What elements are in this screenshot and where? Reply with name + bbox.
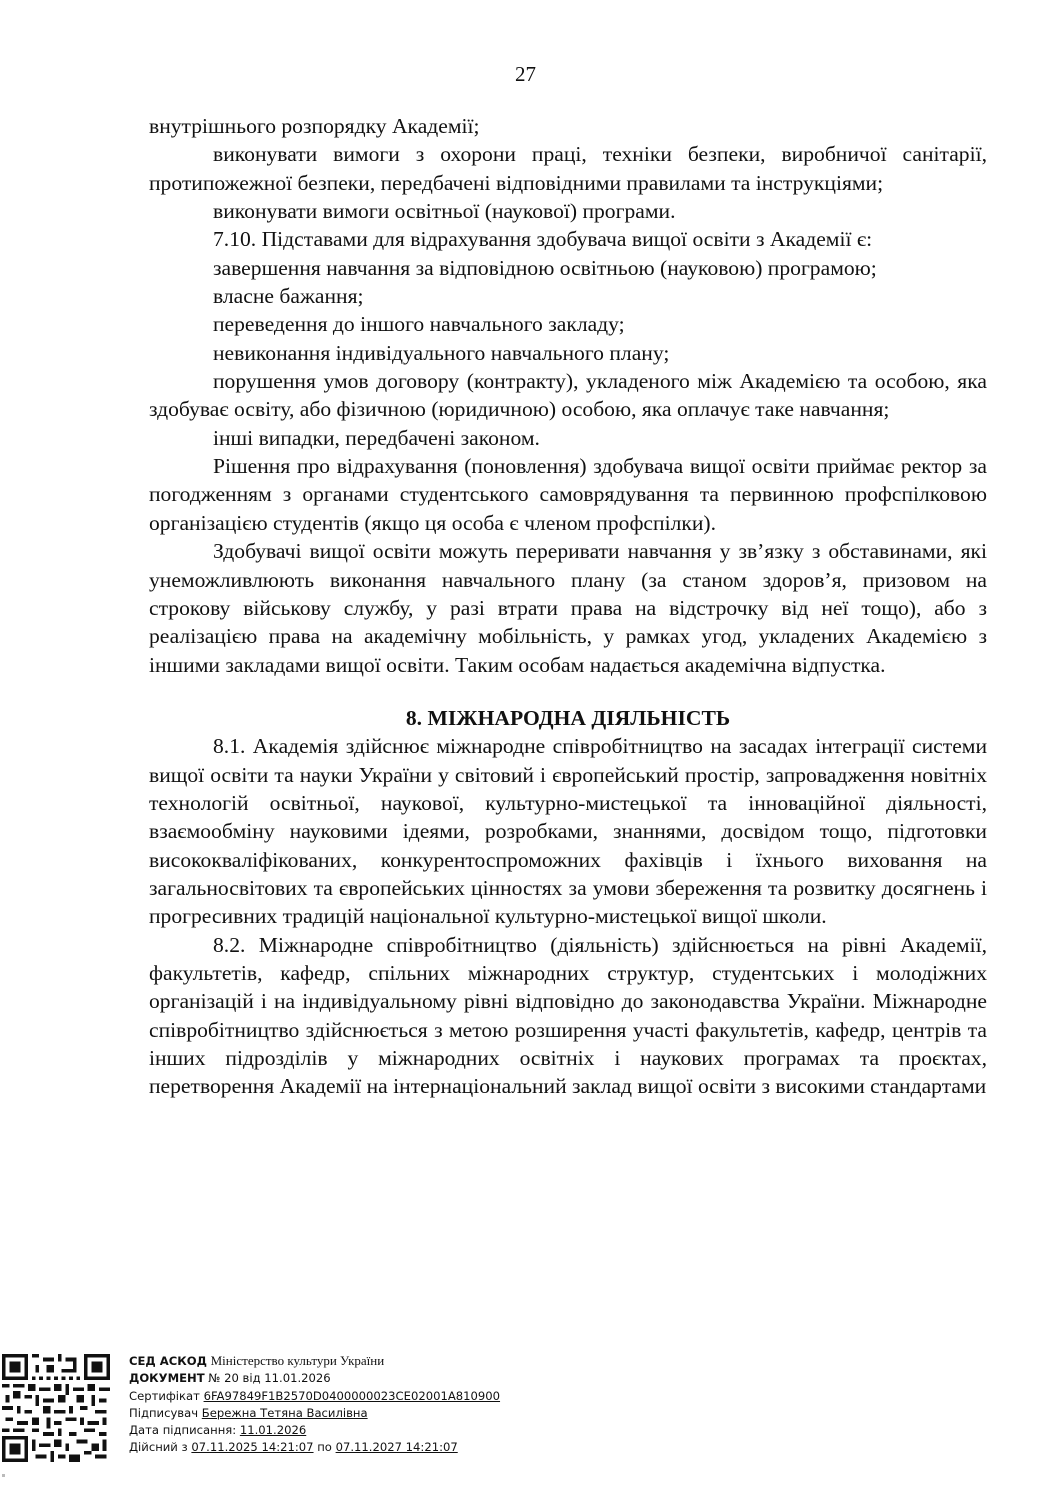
system-label: СЕД АСКОД	[129, 1354, 207, 1368]
ministry-name: Міністерство культури України	[210, 1353, 385, 1368]
document-number: № 20 від 11.01.2026	[208, 1371, 331, 1386]
sign-date-label-rest: підписання:	[162, 1423, 237, 1438]
paragraph: завершення навчання за відповідною освітньою (науковою) програмою;	[213, 255, 877, 280]
stamp-system-row	[129, 1352, 500, 1370]
certificate-label: Сертифікат	[129, 1388, 200, 1403]
valid-to-label: по	[317, 1440, 332, 1455]
scan-artifact	[2, 1474, 5, 1477]
page-number: 27	[515, 62, 536, 86]
certificate-value: 6FA97849F1B2570D0400000023CE02001A810900	[203, 1388, 501, 1403]
paragraph: власне бажання;	[213, 284, 364, 309]
valid-label: Дійсний з	[129, 1440, 188, 1455]
paragraph: внутрішнього розпорядку Академії;	[149, 114, 480, 138]
paragraph: Здобувачі вищої освіти можуть переривати навчання у зв’язку з обставинами, які унеможливлюють виконання навчального плану (за станом здоров’я, призовом на строкову військову службу, у разі втрати права на відстрочку від неї тощо), або з реалізацією права на академічну мобільність, у рамках угод, укладених Академією з іншими закладами вищої освіти. Таким особам надається академічна відпустка.	[149, 539, 987, 677]
paragraph: 8.2. Міжнародне співробітництво (діяльність) здійснюється на рівні Академії, факультетів, кафедр, спільних міжнародних структур, студентських і молодіжних організацій і на індивідуальному рівні відповідно до законодавства України. Міжнародне співробітництво здійснюється з метою розширення участі факультетів, кафедр, центрів та інших підрозділів у міжнародних освітніх і наукових програмах та проєктах, перетворення Академії на інтернаціональний заклад вищої освіти з високими стандартами	[149, 932, 987, 1099]
stamp-document-row	[129, 1370, 500, 1387]
stamp-sign-date-row	[129, 1422, 500, 1439]
qr-code-icon	[2, 1354, 110, 1462]
paragraph: виконувати вимоги з охорони праці, техніки безпеки, виробничої санітарії, протипожежної безпеки, передбачені відповідними правилами та інструкціями;	[149, 142, 987, 195]
paragraph: 7.10. Підставами для відрахування здобувача вищої освіти з Академії є:	[213, 227, 873, 252]
document-label: ДОКУМЕНТ	[129, 1371, 205, 1386]
paragraph: порушення умов договору (контракту), укладеного між Академією та особою, яка здобуває освіту, або фізичною (юридичною) особою, яка оплачує таке навчання;	[149, 369, 987, 422]
sign-date-label: Дата	[129, 1423, 160, 1438]
signer-value: Бережна Тетяна Василівна	[201, 1405, 368, 1420]
stamp-certificate-row	[129, 1388, 500, 1405]
paragraph: Рішення про відрахування (поновлення) здобувача вищої освіти приймає ректор за погодженням з органами студентського самоврядування та первинною профспілковою організацією студентів (якщо ця особа є членом профспілки).	[149, 454, 987, 535]
paragraph: виконувати вимоги освітньої (наукової) програми.	[213, 199, 676, 224]
paragraph: інші випадки, передбачені законом.	[213, 425, 540, 450]
paragraph: невиконання індивідуального навчального плану;	[213, 340, 670, 365]
e-signature-stamp	[0, 1352, 600, 1472]
valid-from: 07.11.2025 14:21:07	[191, 1440, 314, 1455]
sign-date-value: 11.01.2026	[239, 1423, 307, 1438]
paragraph: переведення до іншого навчального закладу;	[213, 312, 625, 337]
section-heading: 8. МІЖНАРОДНА ДІЯЛЬНІСТЬ	[405, 705, 731, 730]
document-body	[149, 112, 987, 1101]
signature-details	[129, 1352, 500, 1457]
signer-label: Підписувач	[129, 1405, 199, 1420]
stamp-signer-row	[129, 1405, 500, 1422]
valid-to: 07.11.2027 14:21:07	[335, 1440, 458, 1455]
stamp-validity-row	[129, 1439, 500, 1456]
paragraph: 8.1. Академія здійснює міжнародне співробітництво на засадах інтеграції системи вищої освіти та науки України у світовий і європейський простір, запровадження новітніх технологій освітньої, наукової, культурно-мистецької та інноваційної діяльності, взаємообміну науковими ідеями, розробками, знаннями, досвідом тощо, підготовки висококваліфікованих, конкурентоспроможних фахівців і їхнього виховання на загальносвітових та європейських цінностях за умови збереження та розвитку досягнень і прогресивних традицій національної культурно-мистецької вищої школи.	[149, 734, 987, 929]
